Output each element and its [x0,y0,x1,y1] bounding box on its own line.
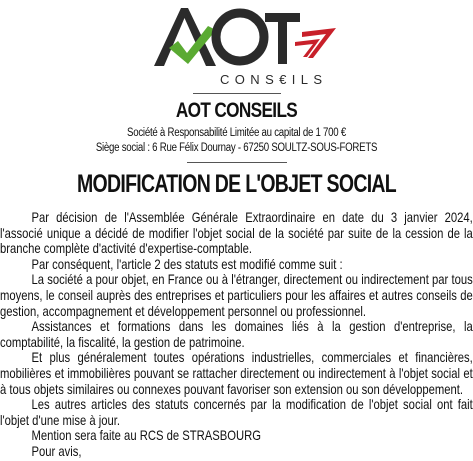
logo-letter-t [265,13,300,64]
notice-body [0,210,473,460]
paragraph-article-2: Par conséquent, l'article 2 des statuts est modifié comme suit : [31,256,343,272]
paragraph-operations: Et plus généralement toutes opérations industrielles, commerciales et financières, mobilières et immobilières pouvant se rattacher directement ou indirectement à l'objet social et à tous objets similaires ou connexes pouvant favoriser son extension ou son développement. [0,350,473,397]
notice-title: MODIFICATION DE L'OBJET SOCIAL [76,170,397,198]
divider-top [193,93,281,94]
paragraph-objet: La société a pour objet, en France ou à l'étranger, directement ou indirectement par tous moyens, le conseil auprès des entreprises et particuliers pour les affaires et autres conseils de gestion, accompagnement et développement personnel ou professionnel. [0,272,473,319]
aot-conseils-logo [150,4,340,88]
company-name: AOT CONSEILS [175,99,298,122]
paragraph-autres-articles: Les autres articles des statuts concernés par la modification de l'objet social ont fait l'objet d'une mise à jour. [0,397,473,428]
paragraph-mention-rcs: Mention sera faite au RCS de STRASBOURG [31,428,262,444]
company-address: Siège social : 6 Rue Félix Dournay - 67250 SOULTZ-SOUS-FORETS [95,142,378,154]
paragraph-pour-avis: Pour avis, [31,443,82,459]
logo-letter-o [216,13,264,61]
paragraph-assistances: Assistances et formations dans les domaines liés à la gestion d'entreprise, la comptabilité, la fiscalité, la gestion de patrimoine. [0,319,473,350]
company-legal-form: Société à Responsabilité Limitée au capital de 1 700 € [127,127,346,139]
paragraph-decision: Par décision de l'Assemblée Générale Extraordinaire en date du 3 janvier 2024, l'associé unique a décidé de modifier l'objet social de la société par suite de la cession de la branche complète d'activité d'expertise-comptable. [0,210,473,257]
logo-subtitle: CONS€ILS [220,72,328,87]
divider-middle [187,162,287,163]
stripes-icon [295,28,336,58]
